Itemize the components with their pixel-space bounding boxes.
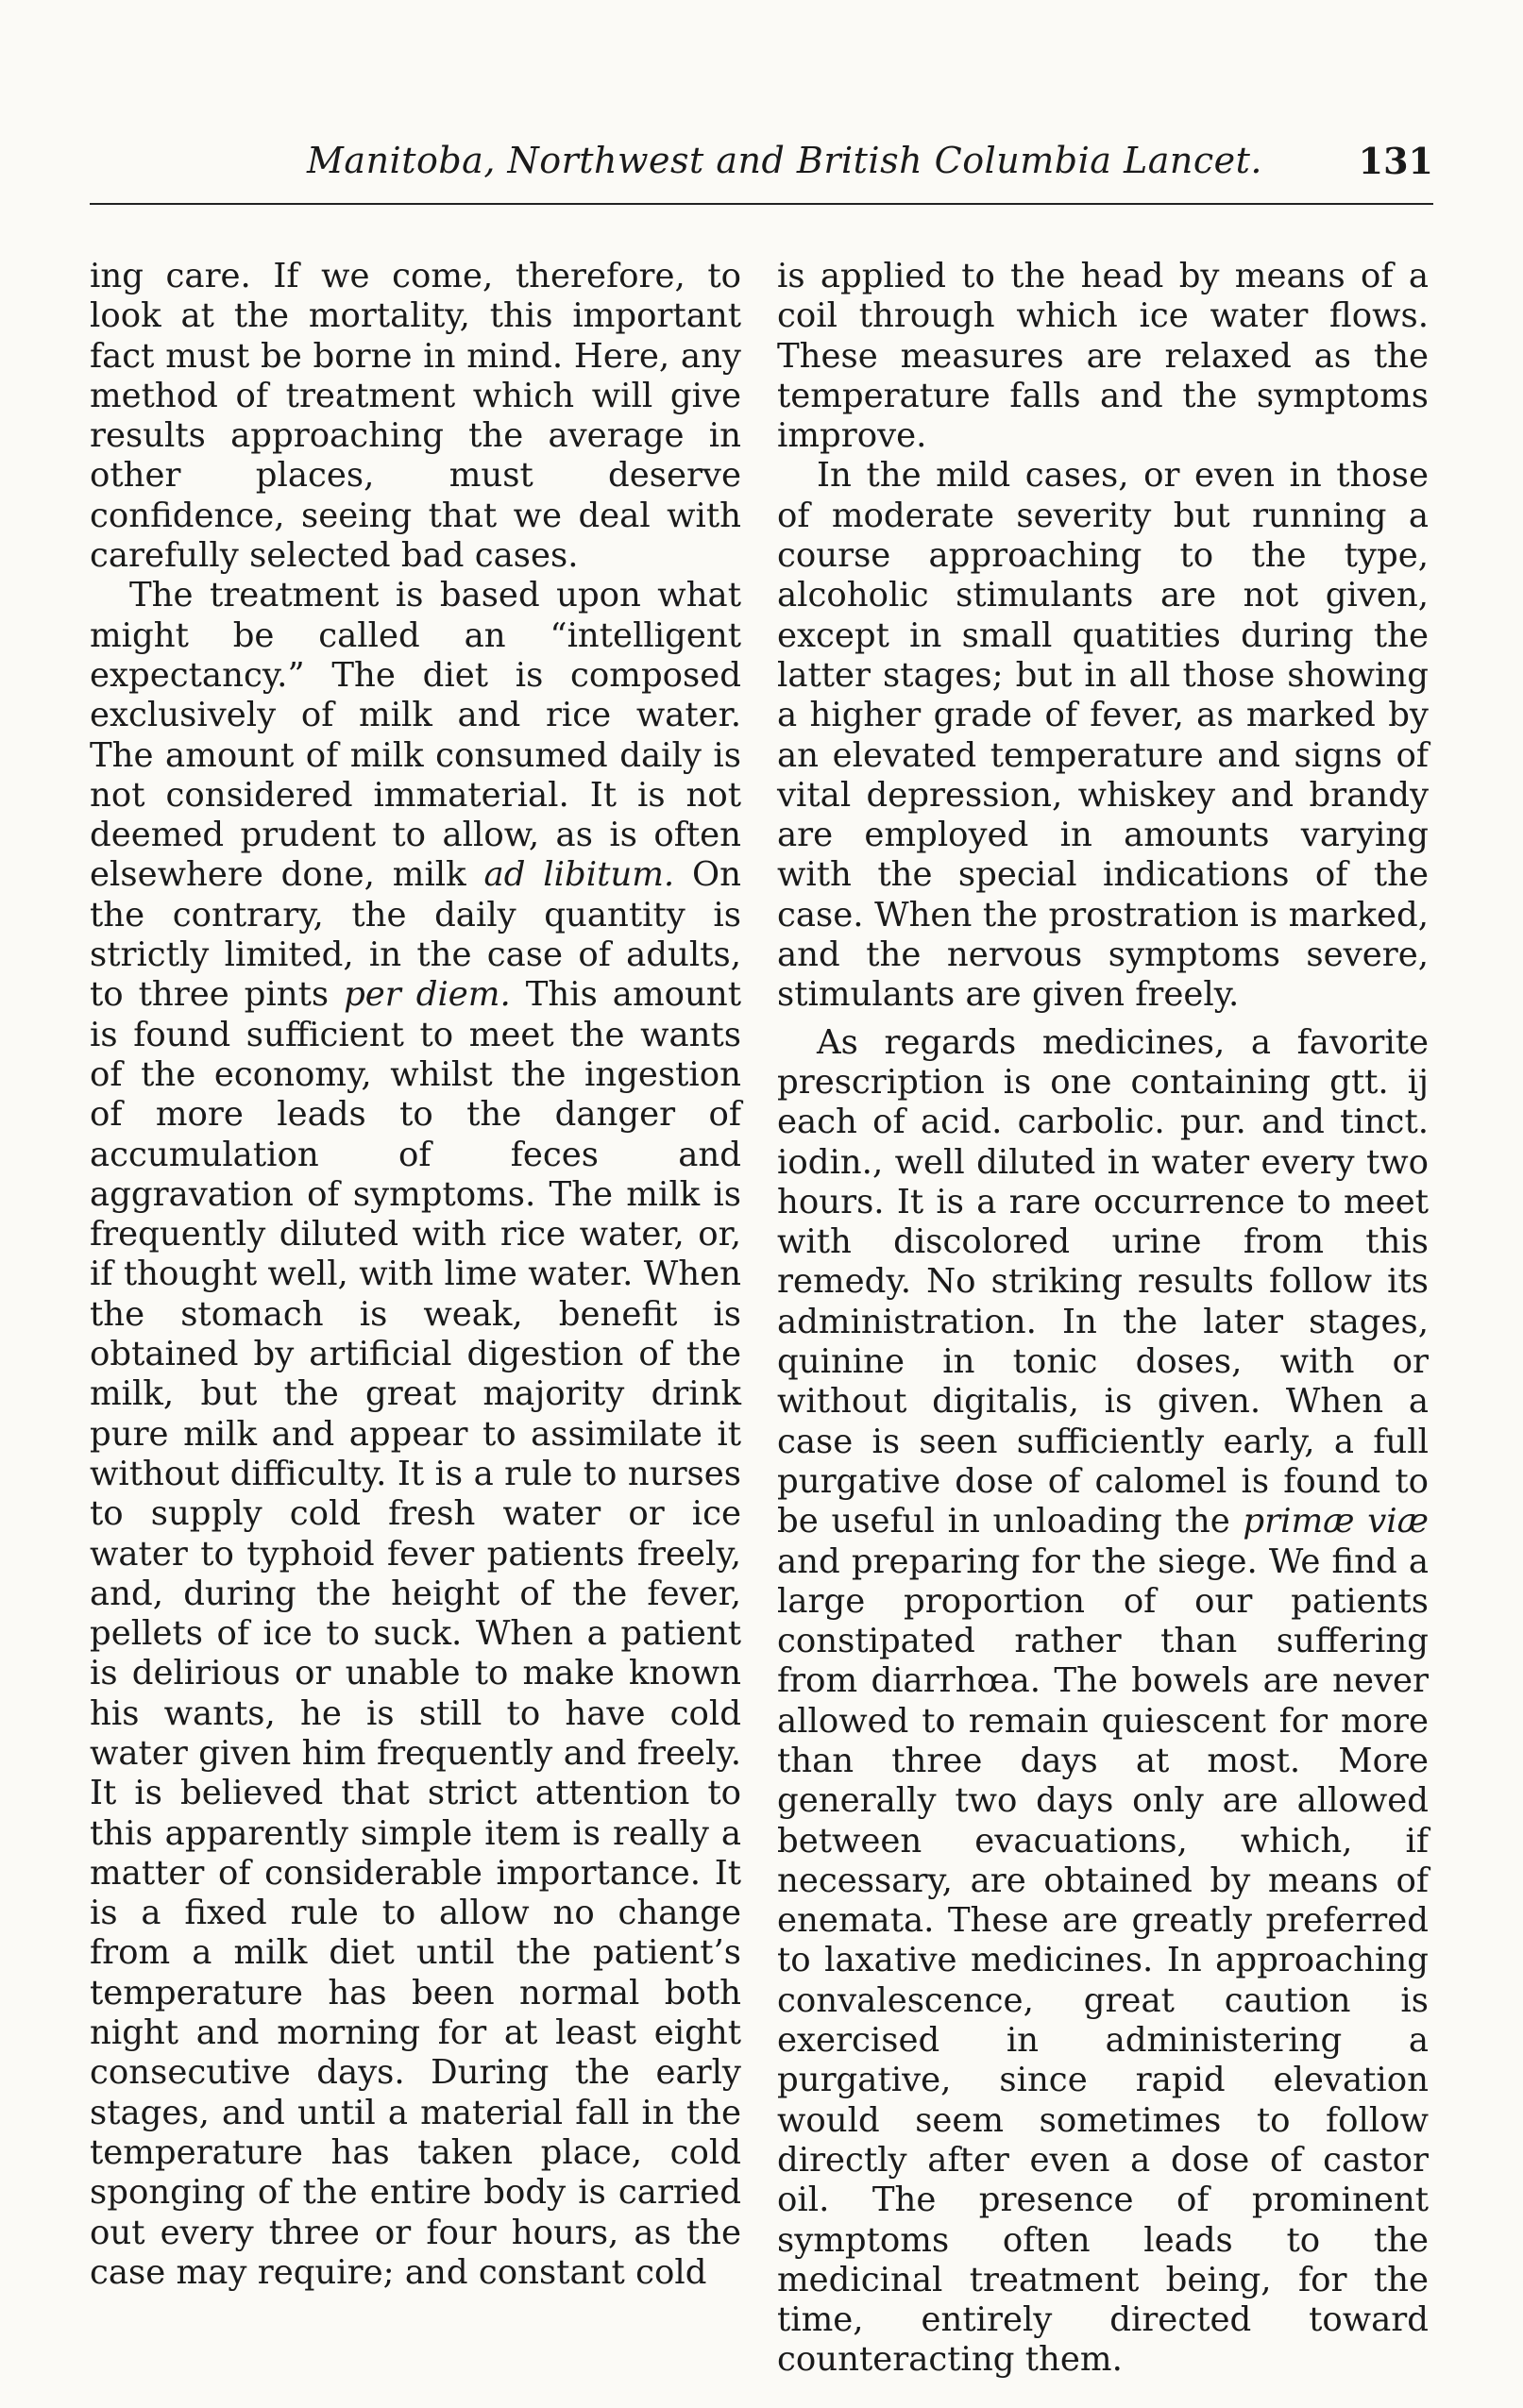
text-run: The treatment is based upon what might be called an “intelligent expectancy.” The diet is composed exclusively of milk and rice water. The amount of milk consumed daily is not considered immaterial. It is not deemed prudent to allow, as is often elsewhere done, milk [90, 576, 741, 895]
left-column [90, 257, 741, 2293]
paragraph: In the mild cases, or even in those of moderate severity but running a course approaching to the type, alcoholic stimulants are not given, except in small quatities during the latter stages; but in all those showing a higher grade of fever, as marked by an elevated temperature and signs of vital depression, whiskey and brandy are employed in amounts varying with the special indications of the case. When the prostration is marked, and the nervous symptoms severe, stimulants are given freely. [777, 456, 1429, 1015]
page-number: 131 [1358, 140, 1433, 182]
italic-phrase: primæ viæ [1243, 1502, 1429, 1541]
italic-phrase: ad libitum. [483, 855, 675, 895]
paragraph [777, 1023, 1429, 2381]
paragraph: ing care. If we come, therefore, to look at the mortality, this important fact must be borne in mind. Here, any method of treatment which will give results approaching the average in other places, must deserve confidence, seeing that we deal with carefully selected bad cases. [90, 257, 741, 576]
header-rule [90, 203, 1433, 205]
paragraph: is applied to the head by means of a coil through which ice water flows. These measures are relaxed as the temperature falls and the symptoms improve. [777, 257, 1429, 456]
text-run: and preparing for the siege. We find a large proportion of our patients constipated rather than suffering from diarrhœa. The bowels are never allowed to remain quiescent for more than three days at most. More generally two days only are allowed between evacuations, which, if necessary, are obtained by means of enemata. These are greatly preferred to laxative medicines. In approaching convalescence, great caution is exercised in administering a purgative, since rapid elevation would seem sometimes to follow directly after even a dose of castor oil. The presence of prominent symptoms often leads to the medicinal treatment being, for the time, entirely directed toward counteracting them. [777, 1541, 1429, 2380]
journal-title: Manitoba, Northwest and British Columbia Lancet. [307, 140, 1262, 181]
text-run: This amount is found sufficient to meet the wants of the economy, whilst the ingestion of more leads to the danger of accumulation of feces and aggravation of symptoms. The milk is frequently diluted with rice water, or, if thought well, with lime water. When the stomach is weak, benefit is obtained by artificial digestion of the milk, but the great majority drink pure milk and appear to assimilate it without difficulty. It is a rule to nurses to supply cold fresh water or ice water to typhoid fever patients freely, and, during the height of the fever, pellets of ice to suck. When a patient is delirious or unable to make known his wants, he is still to have cold water given him frequently and freely. It is believed that strict attention to this apparently simple item is really a matter of considerable importance. It is a fixed rule to allow no change from a milk diet until the patient’s temperature has been normal both night and morning for at least eight consecutive days. During the early stages, and until a material fall in the temperature has taken place, cold sponging of the entire body is carried out every three or four hours, as the case may require; and constant cold [90, 975, 741, 2292]
right-column [777, 257, 1429, 2381]
text-run: As regards medicines, a favorite prescription is one containing gtt. ij each of acid. carbolic. pur. and tinct. iodin., well diluted in water every two hours. It is a rare occurrence to meet with discolored urine from this remedy. No striking results follow its administration. In the later stages, quinine in tonic doses, with or without digitalis, is given. When a case is seen sufficiently early, a full purgative dose of calomel is found to be useful in unloading the [777, 1022, 1429, 1541]
running-header [90, 140, 1433, 196]
italic-phrase: per diem. [344, 975, 511, 1015]
paragraph [90, 576, 741, 2293]
text-run: On the contrary, the daily quantity is strictly limited, in the case of adults, to three pints [90, 855, 741, 1015]
